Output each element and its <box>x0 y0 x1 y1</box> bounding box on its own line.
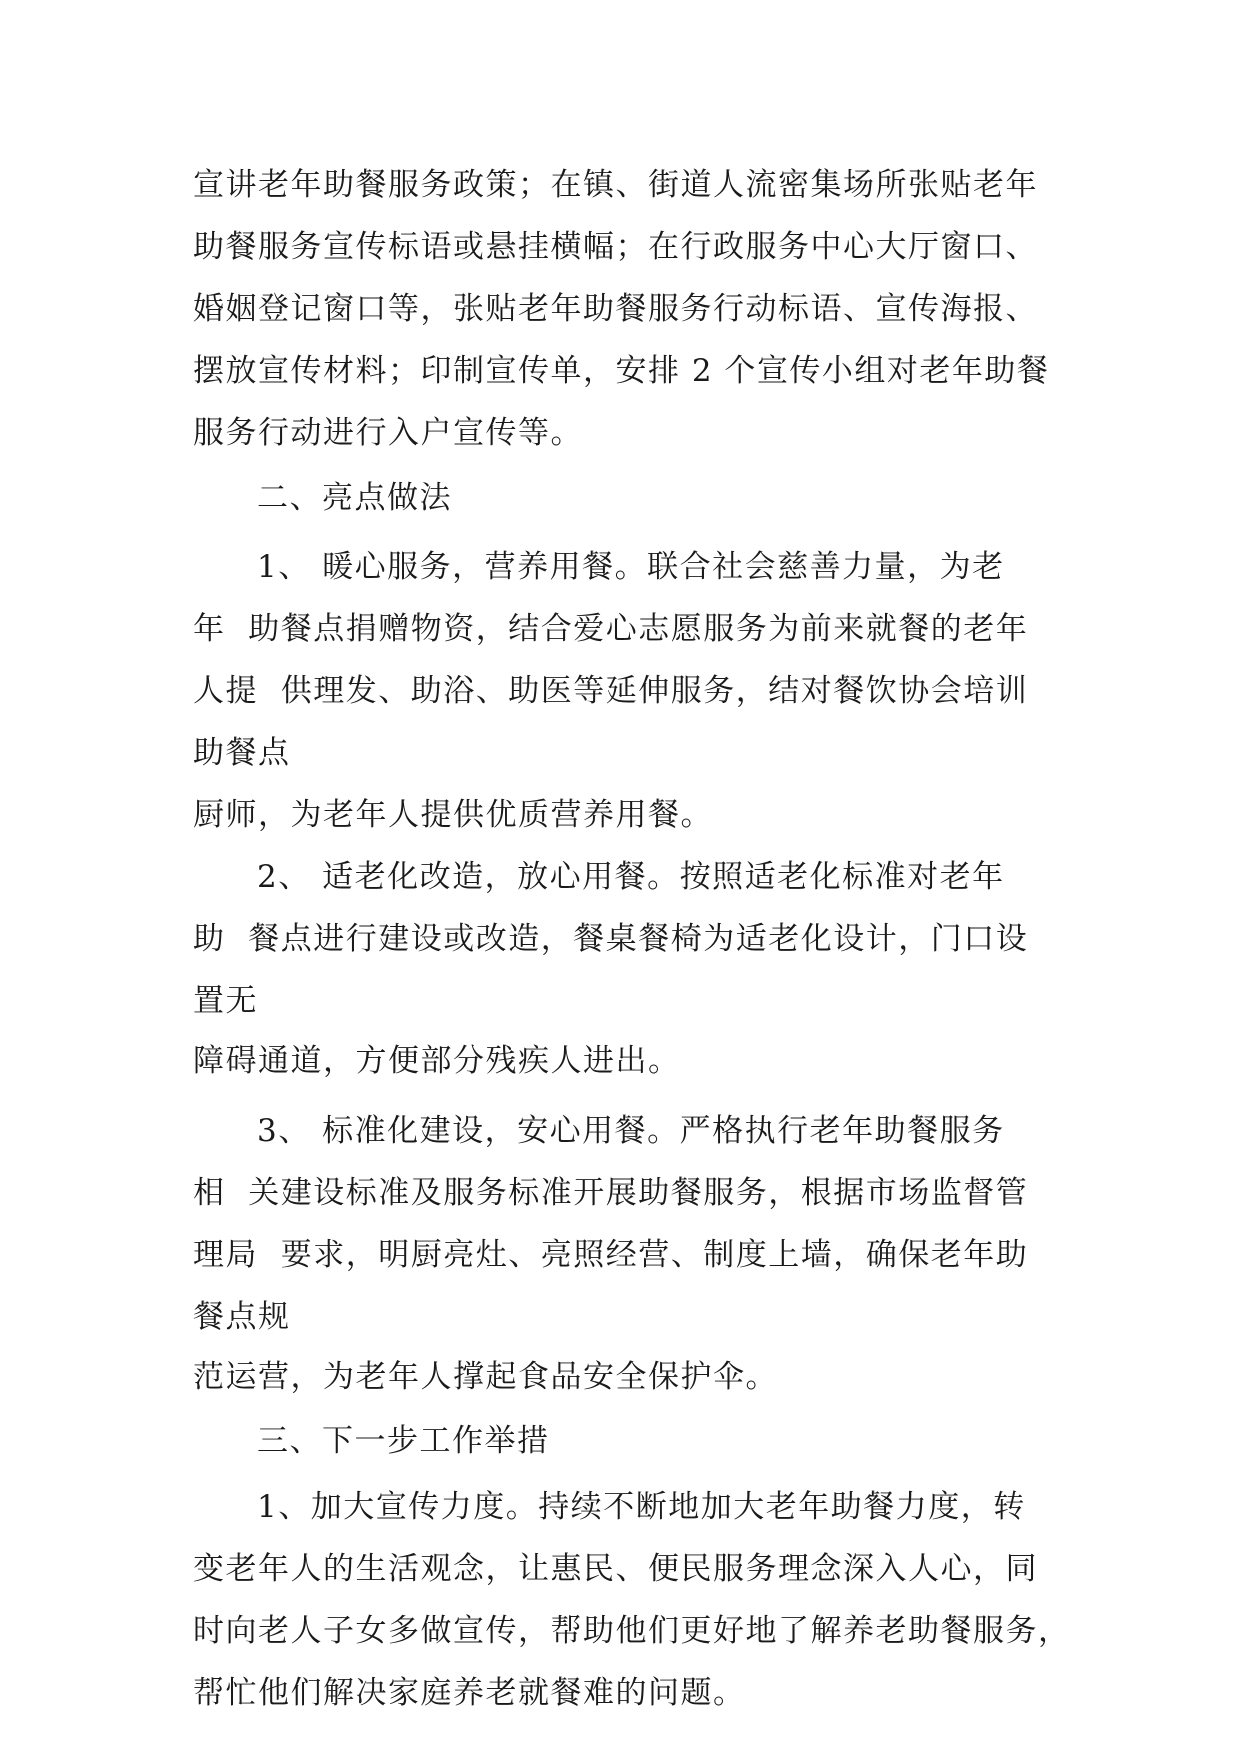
text-line-13: 助 餐点进行建设或改造，餐桌餐椅为适老化设计，门口设 <box>193 921 1029 957</box>
text-line-7: 1、 暖心服务，营养用餐。联合社会慈善力量，为老 <box>257 549 1005 585</box>
text-line-22: 1、加大宣传力度。持续不断地加大老年助餐力度，转 <box>257 1489 1026 1525</box>
section-heading-3: 三、下一步工作举措 <box>257 1423 550 1459</box>
text-line-14: 置无 <box>193 983 258 1019</box>
text-line-5: 服务行动进行入户宣传等。 <box>193 415 583 451</box>
text-line-4: 摆放宣传材料；印制宣传单，安排 2 个宣传小组对老年助餐 <box>193 353 1050 389</box>
text-line-1: 宣讲老年助餐服务政策；在镇、街道人流密集场所张贴老年 <box>193 167 1038 203</box>
section-heading-2: 二、亮点做法 <box>257 480 452 516</box>
text-line-18: 理局 要求，明厨亮灶、亮照经营、制度上墙，确保老年助 <box>193 1237 1029 1273</box>
text-line-10: 助餐点 <box>193 735 291 771</box>
text-line-11: 厨师，为老年人提供优质营养用餐。 <box>193 797 713 833</box>
text-line-8: 年 助餐点捐赠物资，结合爱心志愿服务为前来就餐的老年 <box>193 611 1029 647</box>
text-line-3: 婚姻登记窗口等，张贴老年助餐服务行动标语、宣传海报、 <box>193 291 1038 327</box>
text-line-9: 人提 供理发、助浴、助医等延伸服务，结对餐饮协会培训 <box>193 673 1029 709</box>
text-line-12: 2、 适老化改造，放心用餐。按照适老化标准对老年 <box>257 859 1005 895</box>
text-line-16: 3、 标准化建设，安心用餐。严格执行老年助餐服务 <box>257 1113 1005 1149</box>
text-line-25: 帮忙他们解决家庭养老就餐难的问题。 <box>193 1675 746 1711</box>
text-line-20: 范运营，为老年人撑起食品安全保护伞。 <box>193 1359 778 1395</box>
text-line-23: 变老年人的生活观念，让惠民、便民服务理念深入人心，同 <box>193 1551 1038 1587</box>
text-line-24: 时向老人子女多做宣传，帮助他们更好地了解养老助餐服务， <box>193 1613 1071 1649</box>
text-line-2: 助餐服务宣传标语或悬挂横幅；在行政服务中心大厅窗口、 <box>193 229 1038 265</box>
text-line-15: 障碍通道，方便部分残疾人进出。 <box>193 1043 681 1079</box>
text-line-17: 相 关建设标准及服务标准开展助餐服务，根据市场监督管 <box>193 1175 1029 1211</box>
text-line-19: 餐点规 <box>193 1299 291 1335</box>
